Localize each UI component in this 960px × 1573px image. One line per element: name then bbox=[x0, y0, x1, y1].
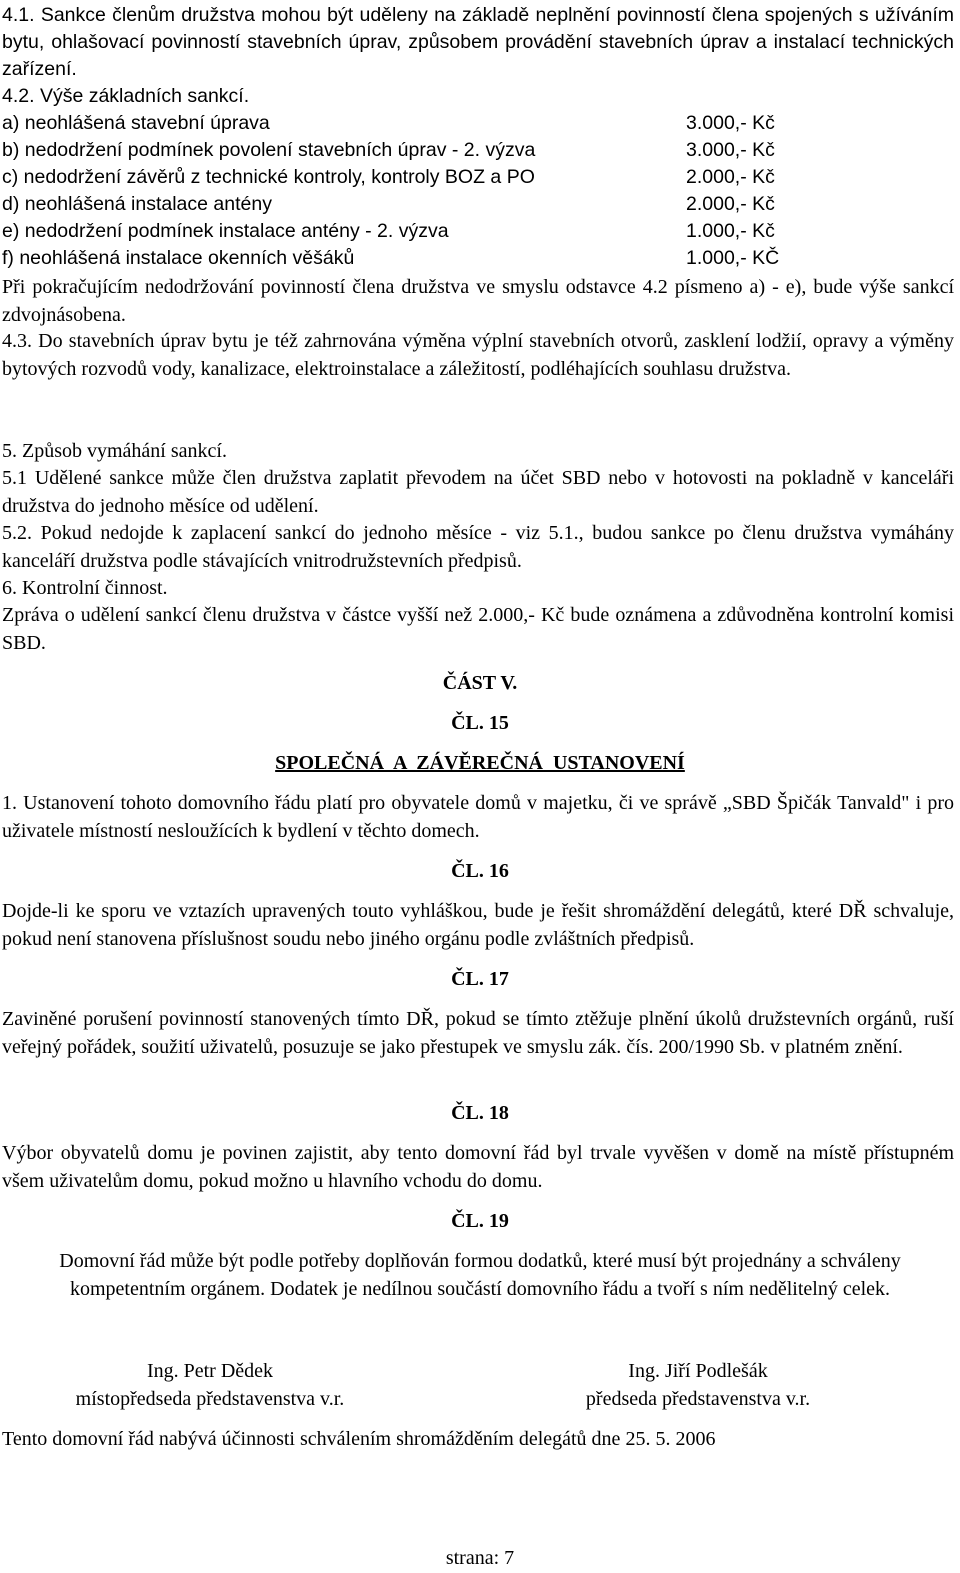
effective-date-note: Tento domovní řád nabývá účinnosti schválením shromážděním delegátů dne 25. 5. 2006 bbox=[2, 1428, 716, 1450]
sanction-label: e) nedodržení podmínek instalace antény - 2. výzva bbox=[2, 220, 449, 242]
article-15-heading: ČL. 15 bbox=[451, 712, 509, 734]
paragraph-4-3: 4.3. Do stavebních úprav bytu je též zahrnována výměna výplní stavebních otvorů, zasklení lodžií, opravy a výměny bytových rozvodů vody, kanalizace, elektroinstalace a záležitostí, podléhajících souhlasu družstva. bbox=[2, 330, 954, 380]
article-15-subheading: SPOLEČNÁ A ZÁVĚREČNÁ USTANOVENÍ bbox=[275, 752, 685, 774]
article-16-heading: ČL. 16 bbox=[451, 860, 509, 882]
article-19-heading: ČL. 19 bbox=[451, 1210, 509, 1232]
page-number: strana: 7 bbox=[445, 1547, 515, 1569]
article-15-text: 1. Ustanovení tohoto domovního řádu platí pro obyvatele domů v majetku, či ve správě „SBD Špičák Tanvald" i pro uživatele místností nesloužících k bydlení v těchto domech. bbox=[2, 792, 954, 842]
heading-4-2: 4.2. Výše základních sankcí. bbox=[2, 85, 250, 107]
sanction-label: d) neohlášená instalace antény bbox=[2, 193, 272, 215]
part-heading: ČÁST V. bbox=[442, 672, 518, 694]
sanction-label: a) neohlášená stavební úprava bbox=[2, 112, 270, 134]
sanction-amount: 1.000,- KČ bbox=[686, 247, 780, 269]
repeat-note: Při pokračujícím nedodržování povinností člena družstva ve smyslu odstavce 4.2 písmeno a) - e), bude výše sankcí zdvojnásobena. bbox=[2, 276, 954, 326]
signature-role: místopředseda představenstva v.r. bbox=[75, 1387, 345, 1410]
sanction-label: b) nedodržení podmínek povolení stavebních úprav - 2. výzva bbox=[2, 139, 536, 161]
sanction-amount: 2.000,- Kč bbox=[686, 193, 775, 215]
article-16-text: Dojde-li ke sporu ve vztazích upravených touto vyhláškou, bude je řešit shromáždění delegátů, které DŘ schvaluje, pokud není stanovena příslušnost soudu nebo jiného orgánu podle zvláštních předpisů. bbox=[2, 900, 954, 950]
signature-block-right bbox=[488, 1358, 908, 1413]
paragraph-6: Zpráva o udělení sankcí členu družstva v částce vyšší než 2.000,- Kč bude oznámena a zdůvodněna kontrolní komisi SBD. bbox=[2, 604, 954, 654]
sanction-label: c) nedodržení závěrů z technické kontroly, kontroly BOZ a PO bbox=[2, 166, 535, 188]
sanction-item bbox=[2, 245, 954, 272]
sanction-item bbox=[2, 191, 954, 218]
sanction-item bbox=[2, 164, 954, 191]
heading-6: 6. Kontrolní činnost. bbox=[2, 577, 168, 599]
sanction-item bbox=[2, 110, 954, 137]
article-18-heading: ČL. 18 bbox=[451, 1102, 509, 1124]
sanction-amount: 3.000,- Kč bbox=[686, 112, 775, 134]
paragraph-4-1: 4.1. Sankce členům družstva mohou být uděleny na základě neplnění povinností člena spojených s užíváním bytu, ohlašovací povinností stavebních úprav, způsobem provádění stavebních úprav a instalací technických zařízení. bbox=[2, 4, 954, 80]
signature-role: předseda představenstva v.r. bbox=[585, 1387, 811, 1410]
sanction-amount: 1.000,- Kč bbox=[686, 220, 775, 242]
article-19-text: Domovní řád může být podle potřeby doplňován formou dodatků, které musí být projednány a schváleny kompetentním orgánem. Dodatek je nedílnou součástí domovního řádu a tvoří s ním nedělitelný celek. bbox=[59, 1250, 901, 1300]
paragraph-5-2: 5.2. Pokud nedojde k zaplacení sankcí do jednoho měsíce - viz 5.1., budou sankce po členu družstva vymáhány kanceláří družstva podle stávajících vnitrodružstevních předpisů. bbox=[2, 522, 954, 572]
sanction-item bbox=[2, 218, 954, 245]
article-17-text: Zaviněné porušení povinností stanovených tímto DŘ, pokud se tímto ztěžuje plnění úkolů družstevních orgánů, ruší veřejný pořádek, soužití uživatelů, posuzuje se jako přestupek ve smyslu zák. čís. 200/1990 Sb. v platném znění. bbox=[2, 1008, 954, 1058]
sanction-label: f) neohlášená instalace okenních věšáků bbox=[2, 247, 355, 269]
signature-name: Ing. Jiří Podlešák bbox=[628, 1360, 768, 1382]
sanction-item bbox=[2, 137, 954, 164]
article-17-heading: ČL. 17 bbox=[451, 968, 509, 990]
sanction-amount: 3.000,- Kč bbox=[686, 139, 775, 161]
sanction-amount: 2.000,- Kč bbox=[686, 166, 775, 188]
article-18-text: Výbor obyvatelů domu je povinen zajistit, aby tento domovní řád byl trvale vyvěšen v domě na místě přístupném všem uživatelům domu, pokud možno u hlavního vchodu do domu. bbox=[2, 1142, 954, 1192]
signature-name: Ing. Petr Dědek bbox=[146, 1360, 274, 1382]
heading-5: 5. Způsob vymáhání sankcí. bbox=[2, 440, 227, 462]
paragraph-5-1: 5.1 Udělené sankce může člen družstva zaplatit převodem na účet SBD nebo v hotovosti na pokladně v kanceláři družstva do jednoho měsíce od udělení. bbox=[2, 467, 954, 517]
signature-block-left bbox=[0, 1358, 420, 1413]
